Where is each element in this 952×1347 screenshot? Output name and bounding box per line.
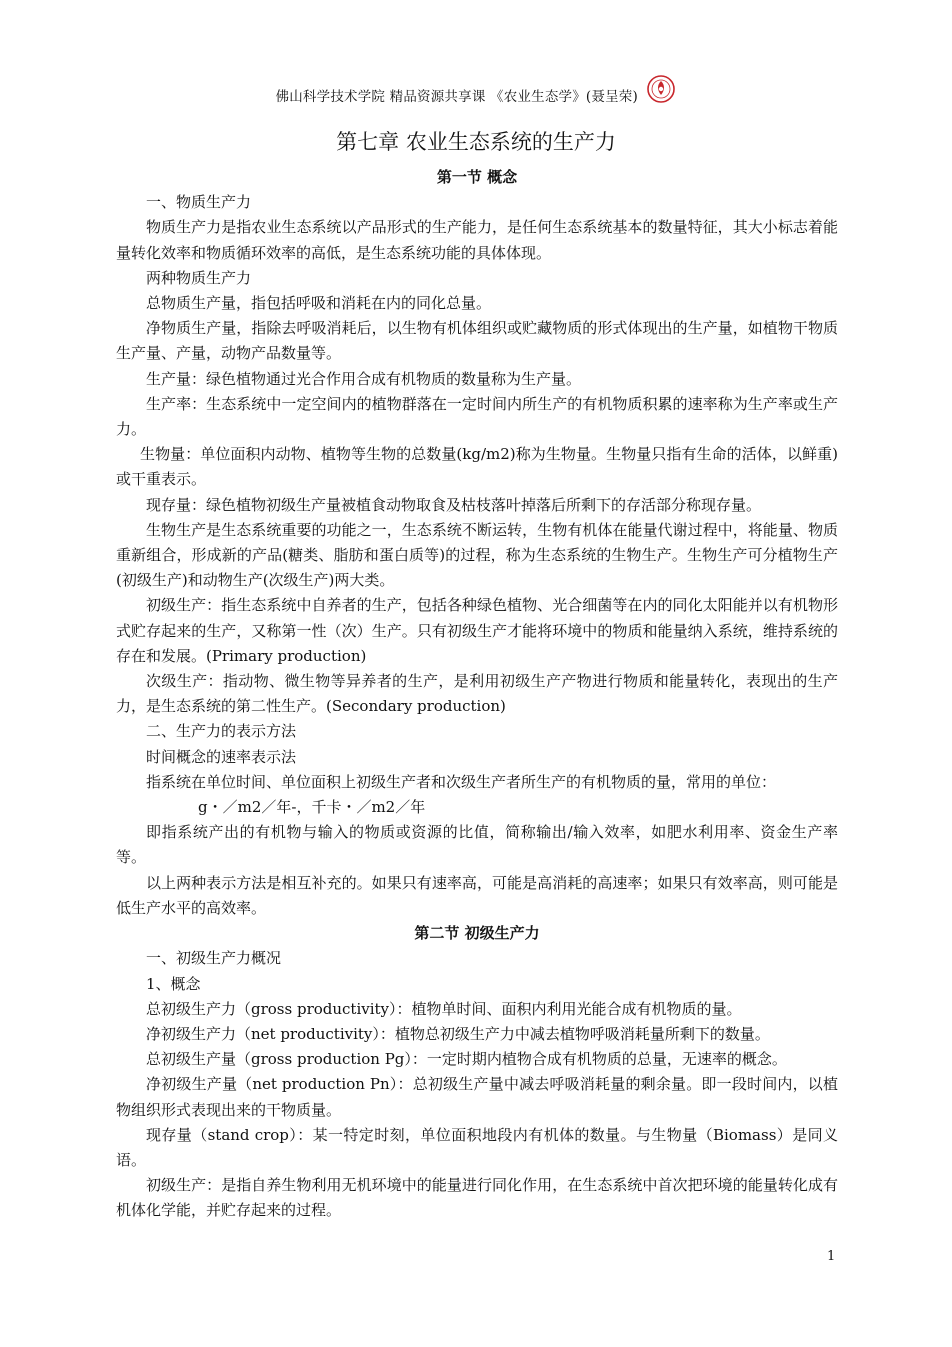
paragraph: 初级生产：是指自养生物利用无机环境中的能量进行同化作用，在生态系统中首次把环境的能量转化成有机体化学能，并贮存起来的过程。 xyxy=(116,1176,838,1220)
paragraph: 生产率：生态系统中一定空间内的植物群落在一定时间内所生产的有机物质积累的速率称为生产率或生产力。 xyxy=(116,394,838,439)
paragraph: 生产量：绿色植物通过光合作用合成有机物质的数量称为生产量。 xyxy=(146,369,582,388)
section-heading: 第二节 初级生产力 xyxy=(414,924,540,943)
paragraph: 总物质生产量，指包括呼吸和消耗在内的同化总量。 xyxy=(146,294,492,313)
paragraph: 二、生产力的表示方法 xyxy=(146,722,297,741)
paragraph: 净初级生产量（net production Pn）：总初级生产量中减去呼吸消耗量的剩余量。即一段时间内，以植物组织形式表现出来的干物质量。 xyxy=(116,1075,838,1119)
paragraph: 一、物质生产力 xyxy=(146,193,252,212)
paragraph: 净物质生产量，指除去呼吸消耗后，以生物有机体组织或贮藏物质的形式体现出的生产量，如植物干物质生产量、产量，动物产品数量等。 xyxy=(116,319,838,363)
paragraph: 一、初级生产力概况 xyxy=(146,949,282,968)
section-heading: 第一节 概念 xyxy=(436,168,518,186)
chapter-title: 第七章 农业生态系统的生产力 xyxy=(336,130,616,154)
paragraph: 即指系统产出的有机物与输入的物质或资源的比值，简称输出/输入效率，如肥水利用率、资金生产率等。 xyxy=(116,823,838,867)
paragraph: 指系统在单位时间、单位面积上初级生产者和次级生产者所生产的有机物质的量，常用的单位： xyxy=(146,772,777,791)
header-text: 佛山科学技术学院 精品资源共享课 《农业生态学》(聂呈荣) xyxy=(275,89,638,105)
paragraph: 时间概念的速率表示法 xyxy=(146,747,297,766)
paragraph: 1、概念 xyxy=(146,974,201,993)
paragraph: 两种物质生产力 xyxy=(146,268,252,287)
paragraph: 次级生产：指动物、微生物等异养者的生产，是利用初级生产产物进行物质和能量转化，表现出的生产力，是生态系统的第二性生产。(Secondary production) xyxy=(116,672,838,716)
paragraph: 总初级生产力（gross productivity）：植物单时间、面积内利用光能合成有机物质的量。 xyxy=(146,999,742,1018)
unit-formula: g・／m2／年-，千卡・／m2／年 xyxy=(198,798,426,817)
paragraph: 总初级生产量（gross production Pg）：一定时期内植物合成有机物质的总量，无速率的概念。 xyxy=(146,1050,787,1069)
document-body xyxy=(116,165,838,1224)
paragraph: 净初级生产力（net productivity）：植物总初级生产力中减去植物呼吸消耗量所剩下的数量。 xyxy=(146,1024,770,1043)
page-header xyxy=(0,80,952,110)
paragraph: 生物量：单位面积内动物、植物等生物的总数量(kg/m2)称为生物量。生物量只指有生命的活体，以鲜重)或干重表示。 xyxy=(116,445,838,489)
paragraph: 以上两种表示方法是相互补充的。如果只有速率高，可能是高消耗的高速率；如果只有效率高，则可能是低生产水平的高效率。 xyxy=(116,873,838,917)
paragraph: 物质生产力是指农业生态系统以产品形式的生产能力，是任何生态系统基本的数量特征，其大小标志着能量转化效率和物质循环效率的高低，是生态系统功能的具体体现。 xyxy=(116,218,838,262)
paragraph: 现存量（stand crop）：某一特定时刻，单位面积地段内有机体的数量。与生物量（Biomass）是同义语。 xyxy=(116,1125,838,1169)
university-logo-icon xyxy=(646,74,676,104)
paragraph: 现存量：绿色植物初级生产量被植食动物取食及枯枝落叶掉落后所剩下的存活部分称现存量。 xyxy=(146,495,762,514)
paragraph: 初级生产：指生态系统中自养者的生产，包括各种绿色植物、光合细菌等在内的同化太阳能并以有机物形式贮存起来的生产，又称第一性（次）生产。只有初级生产才能将环境中的物质和能量纳入系统，维持系统的存在和发展。(Primary production) xyxy=(116,596,838,665)
paragraph: 生物生产是生态系统重要的功能之一，生态系统不断运转，生物有机体在能量代谢过程中，将能量、物质重新组合，形成新的产品(糖类、脂肪和蛋白质等)的过程，称为生态系统的生物生产。生物生产可分植物生产(初级生产)和动物生产(次级生产)两大类。 xyxy=(116,520,838,590)
page-number: 1 xyxy=(827,1249,836,1264)
